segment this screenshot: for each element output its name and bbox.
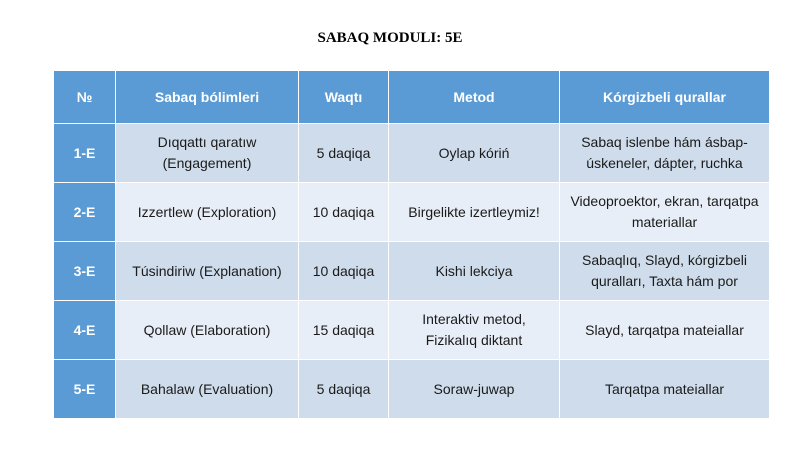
header-visual-aids: Kórgizbeli qurallar bbox=[560, 71, 770, 124]
lesson-plan-table bbox=[53, 70, 770, 419]
method-cell: Kishi lekciya bbox=[389, 242, 560, 301]
table-row bbox=[54, 360, 770, 419]
section-cell: Dıqqattı qaratıw (Engagement) bbox=[116, 124, 299, 183]
table-row bbox=[54, 124, 770, 183]
header-lesson-sections: Sabaq bólimleri bbox=[116, 71, 299, 124]
method-cell: Oylap kóriń bbox=[389, 124, 560, 183]
page-title: SABAQ MODULI: 5E bbox=[317, 30, 463, 46]
time-cell: 10 daqiqa bbox=[299, 242, 389, 301]
tools-cell: Videoproektor, ekran, tarqatpa materiallar bbox=[560, 183, 770, 242]
method-cell: Soraw-juwap bbox=[389, 360, 560, 419]
time-cell: 5 daqiqa bbox=[299, 360, 389, 419]
tools-cell: Sabaqlıq, Slayd, kórgizbeli quralları, Taxta hám por bbox=[560, 242, 770, 301]
section-cell: Túsindiriw (Explanation) bbox=[116, 242, 299, 301]
time-cell: 10 daqiqa bbox=[299, 183, 389, 242]
header-method: Metod bbox=[389, 71, 560, 124]
section-cell: Izzertlew (Exploration) bbox=[116, 183, 299, 242]
header-time: Waqtı bbox=[299, 71, 389, 124]
row-index: 4-E bbox=[54, 301, 116, 360]
table-row bbox=[54, 183, 770, 242]
section-cell: Bahalaw (Evaluation) bbox=[116, 360, 299, 419]
method-cell: Birgelikte izertleymiz! bbox=[389, 183, 560, 242]
row-index: 5-E bbox=[54, 360, 116, 419]
table-header-row bbox=[54, 71, 770, 124]
row-index: 1-E bbox=[54, 124, 116, 183]
tools-cell: Slayd, tarqatpa mateiallar bbox=[560, 301, 770, 360]
tools-cell: Sabaq islenbe hám ásbap-úskeneler, dápter, ruchka bbox=[560, 124, 770, 183]
table-row bbox=[54, 301, 770, 360]
method-cell: Interaktiv metod, Fizikalıq diktant bbox=[389, 301, 560, 360]
time-cell: 5 daqiqa bbox=[299, 124, 389, 183]
time-cell: 15 daqiqa bbox=[299, 301, 389, 360]
table-row bbox=[54, 242, 770, 301]
row-index: 3-E bbox=[54, 242, 116, 301]
row-index: 2-E bbox=[54, 183, 116, 242]
header-number: № bbox=[54, 71, 116, 124]
tools-cell: Tarqatpa mateiallar bbox=[560, 360, 770, 419]
section-cell: Qollaw (Elaboration) bbox=[116, 301, 299, 360]
